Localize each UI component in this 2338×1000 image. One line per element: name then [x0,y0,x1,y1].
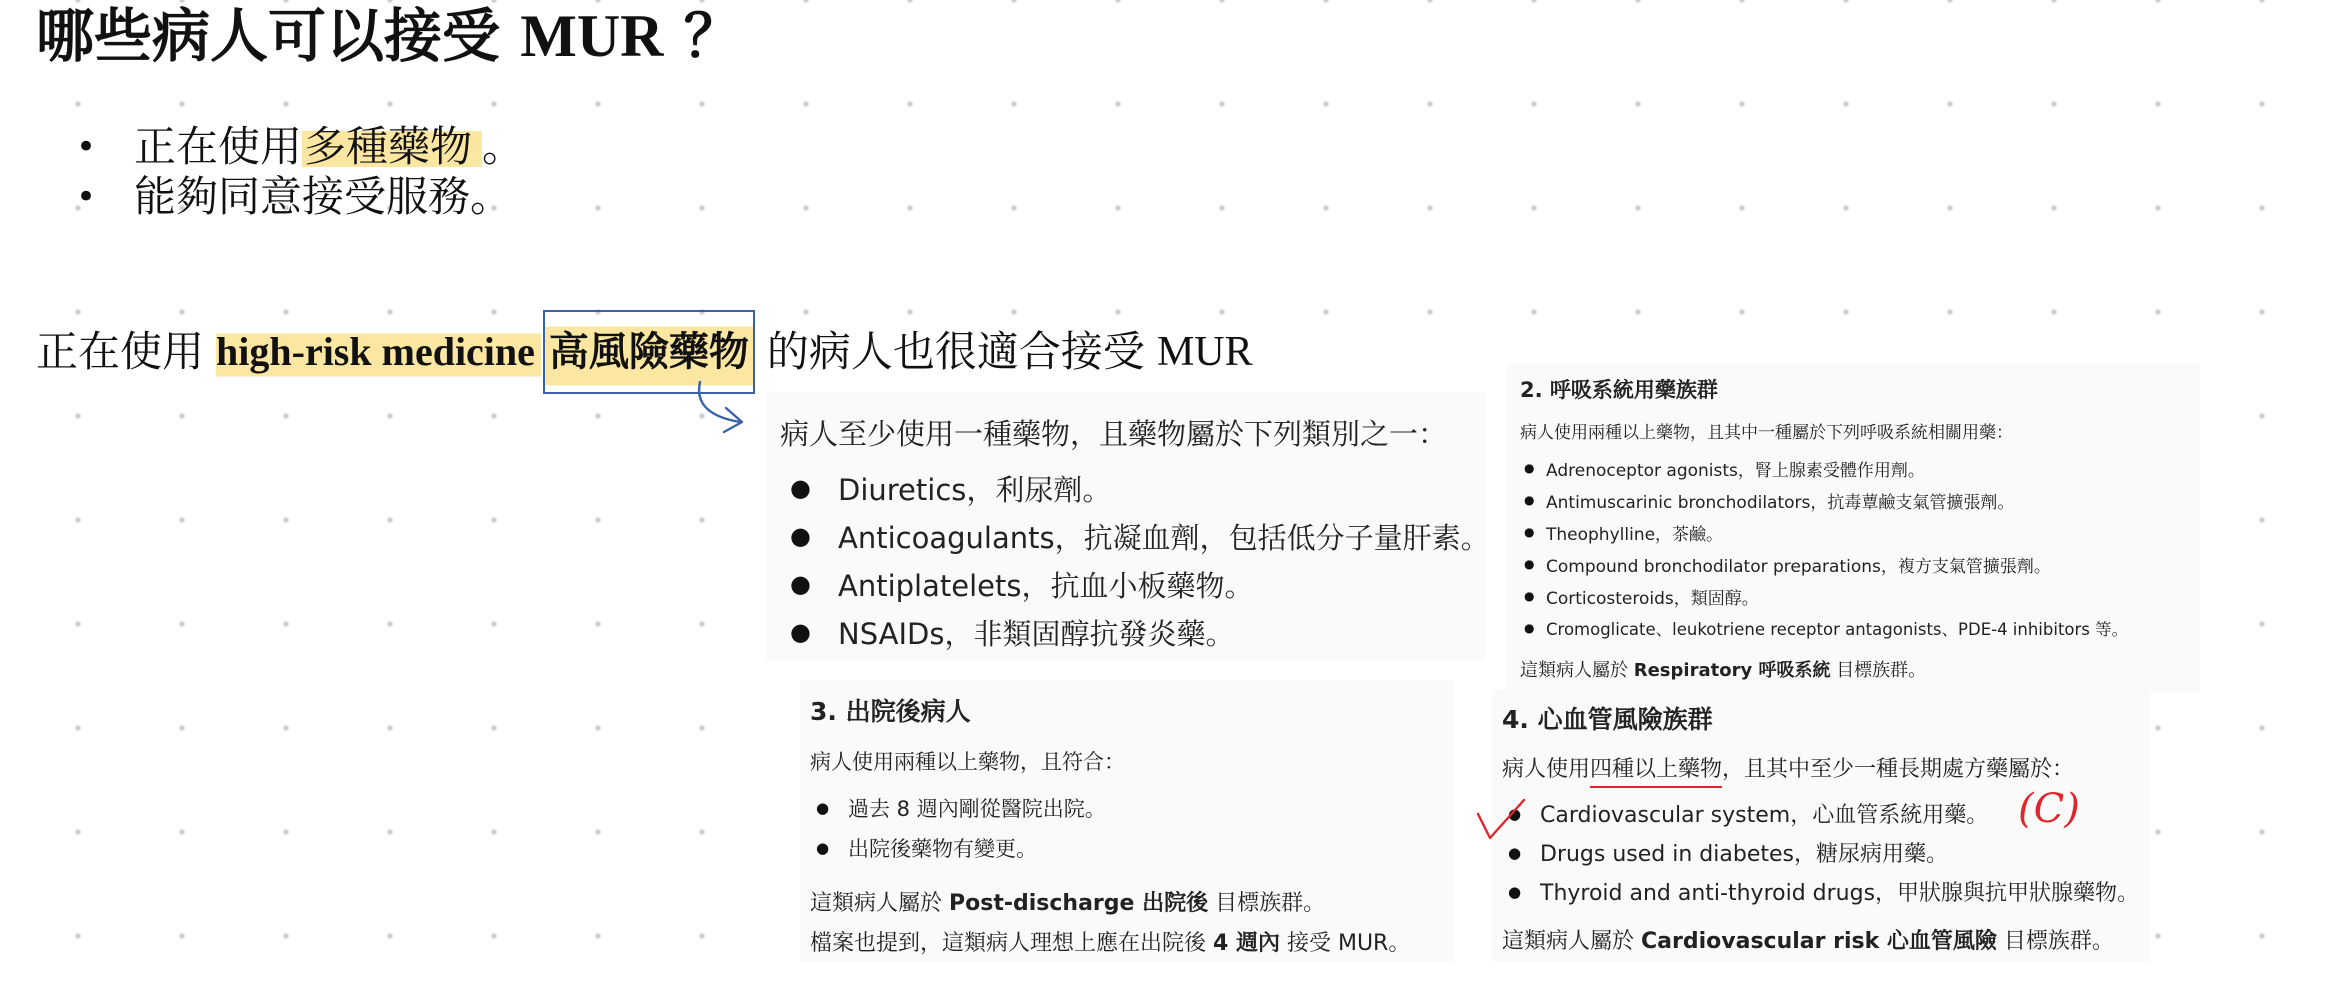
criteria-item-2: 能夠同意接受服務。 [134,172,513,221]
curved-arrow-icon [690,378,754,440]
post-discharge-group-card [800,680,1454,962]
criteria-item-1 [134,122,524,172]
high-risk-group-list [790,464,1490,656]
list-item-text: Anticoagulants，抗凝血劑，包括低分子量肝素。 [838,520,1490,555]
list-item [1524,452,2128,484]
bullet-icon: ● [1524,557,1535,571]
note-prefix: 檔案也提到，這類病人理想上應在出院後 [810,931,1207,956]
high-risk-group-card [766,392,1490,660]
list-item [790,512,1490,560]
respiratory-group-intro: 病人使用兩種以上藥物，且其中一種屬於下列呼吸系統相關用藥： [1520,423,2013,443]
list-item-text: NSAIDs，非類固醇抗發炎藥。 [838,616,1235,651]
note-bold: 4 週內 [1213,931,1280,956]
cardiovascular-group-heading: 4. 心血管風險族群 [1502,705,1713,734]
bullet-icon: ● [1508,843,1522,862]
list-item [1524,484,2128,516]
list-item-text: Cromoglicate、leukotriene receptor antagonists、PDE-4 inhibitors 等。 [1546,620,2129,639]
bullet-icon: ● [1524,525,1535,539]
respiratory-group-heading: 2. 呼吸系統用藥族群 [1520,378,1718,402]
list-item [1524,516,2128,548]
post-discharge-group-intro: 病人使用兩種以上藥物，且符合： [810,750,1125,774]
cardiovascular-group-footer [1502,924,2114,955]
page-title [36,0,742,72]
high-risk-prefix: 正在使用 [36,327,205,376]
list-item-text: Cardiovascular system，心血管系統用藥。 [1540,803,1989,828]
criteria-item-1-suffix: 。 [482,122,525,171]
list-item [1524,548,2128,580]
title-zh: 哪些病人可以接受 [36,2,501,70]
list-item [790,464,1490,512]
respiratory-group-footer [1520,656,1926,682]
bullet-icon: ● [1508,804,1522,823]
post-discharge-group-heading: 3. 出院後病人 [810,697,971,726]
list-item-text: Corticosteroids，類固醇。 [1546,588,1759,609]
bullet-icon: ● [1524,621,1535,635]
bullet-icon: • [76,127,97,167]
post-discharge-group-note [810,926,1410,957]
bullet-icon: ● [790,570,811,598]
list-item-text: Drugs used in diabetes，糖尿病用藥。 [1540,842,1948,867]
footer-bold: Post-discharge 出院後 [949,891,1209,916]
list-item-text: Antiplatelets，抗血小板藥物。 [838,568,1254,603]
list-item-text: 過去 8 週內剛從醫院出院。 [848,797,1106,821]
footer-bold: Cardiovascular risk 心血管風險 [1641,929,1997,954]
high-risk-suffix-en: MUR [1156,329,1253,375]
list-item [1508,833,2139,872]
list-item-text: 出院後藥物有變更。 [848,837,1037,861]
bullet-icon: ● [790,618,811,646]
high-risk-group-intro: 病人至少使用一種藥物，且藥物屬於下列類別之一： [780,417,1448,451]
respiratory-group-card [1506,364,2200,692]
list-item-text: Theophylline，茶鹼。 [1546,524,1724,545]
footer-suffix: 目標族群。 [2003,929,2114,954]
bullet-icon: ● [1524,461,1535,475]
note-suffix: 接受 MUR。 [1286,931,1411,956]
list-item-text: Antimuscarinic bronchodilators，抗毒蕈鹼支氣管擴張劑。 [1546,492,2015,513]
footer-suffix: 目標族群。 [1215,891,1326,916]
criteria-list [76,122,524,222]
high-risk-term-en: high-risk medicine [216,323,541,381]
intro-suffix: ，且其中至少一種長期處方藥屬於： [1722,757,2075,782]
list-item-text: Thyroid and anti-thyroid drugs，甲狀腺與抗甲狀腺藥物。 [1540,881,2140,906]
bullet-icon: ● [1524,493,1535,507]
title-question-mark: ？ [683,2,742,70]
list-item [790,608,1490,656]
high-risk-term-zh-boxed: 高風險藥物 [543,310,755,394]
handwritten-c-label: (C) [2018,786,2080,832]
high-risk-suffix-zh: 的病人也很適合接受 [766,327,1145,376]
post-discharge-group-footer [810,886,1325,917]
list-item-text: Compound bronchodilator preparations，複方支氣管擴張劑。 [1546,556,2051,577]
bullet-icon: • [76,177,97,217]
list-item-text: Diuretics，利尿劑。 [838,472,1112,507]
footer-suffix: 目標族群。 [1836,660,1927,681]
footer-prefix: 這類病人屬於 [1520,660,1628,681]
checkmark-icon [1474,796,1530,846]
list-item [1524,580,2128,612]
intro-underlined-red: 四種以上藥物 [1590,757,1722,788]
post-discharge-group-list [816,788,1106,868]
bullet-icon: ● [1524,589,1535,603]
criteria-item [76,122,524,172]
bullet-icon: ● [816,839,830,857]
footer-bold: Respiratory 呼吸系統 [1633,660,1831,681]
bullet-icon: ● [816,799,830,817]
highlight-multiple-medicines: 多種藥物 [302,122,482,171]
footer-prefix: 這類病人屬於 [1502,929,1635,954]
bullet-icon: ● [1508,882,1522,901]
bullet-icon: ● [790,474,811,502]
criteria-item-1-prefix: 正在使用 [134,122,303,171]
cardiovascular-group-intro [1502,752,2074,783]
list-item [816,788,1106,828]
list-item [790,560,1490,608]
list-item [816,828,1106,868]
title-en: MUR [520,3,664,69]
bullet-icon: ● [790,522,811,550]
list-item-text: Adrenoceptor agonists，腎上腺素受體作用劑。 [1546,460,1925,481]
high-risk-line [36,310,1253,394]
respiratory-group-list [1524,452,2128,644]
criteria-item [76,172,524,222]
list-item [1524,612,2128,644]
list-item [1508,872,2139,911]
footer-prefix: 這類病人屬於 [810,891,943,916]
intro-prefix: 病人使用 [1502,757,1591,782]
